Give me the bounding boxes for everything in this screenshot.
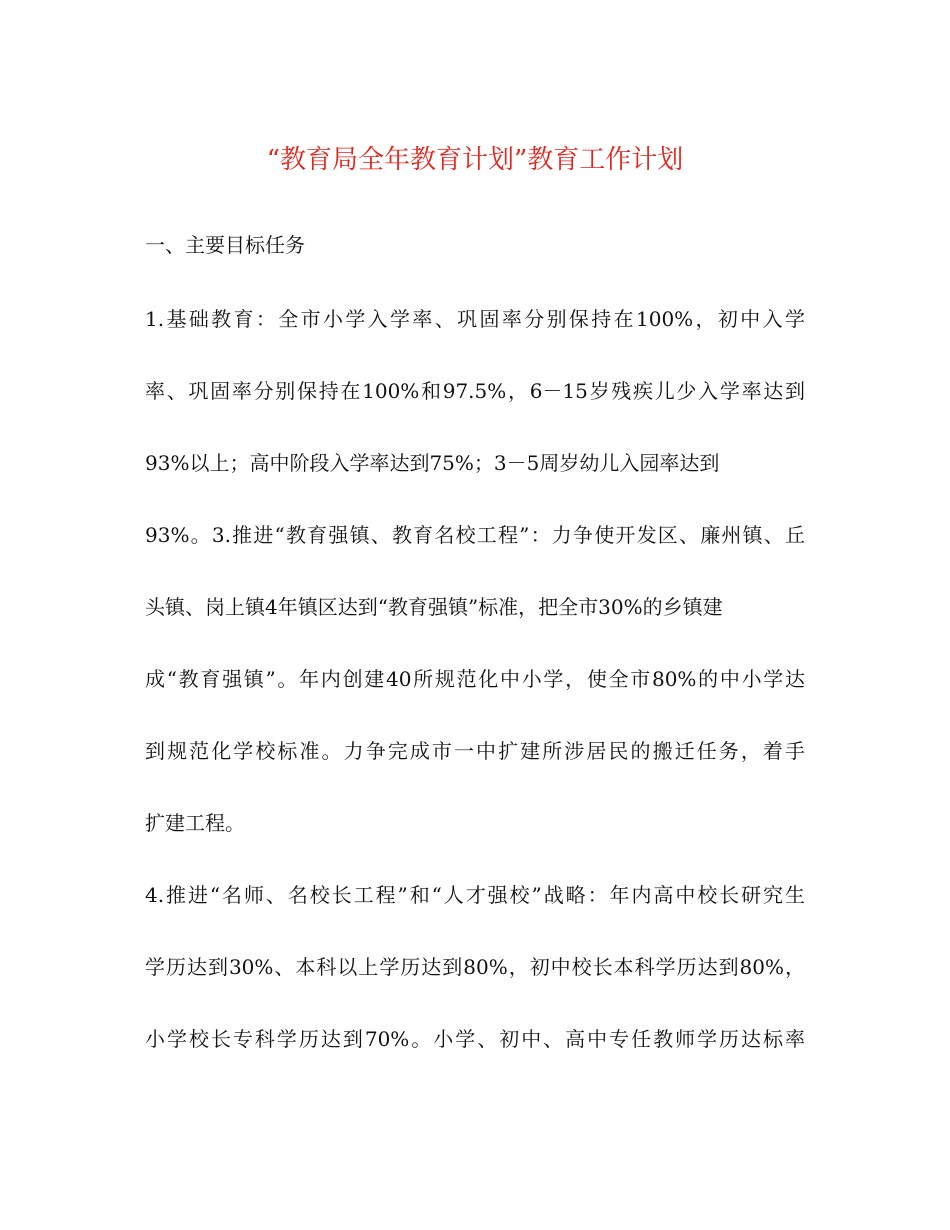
body-line: 到规范化学校标准。力争完成市一中扩建所涉居民的搬迁任务，着手	[145, 739, 805, 763]
body-line: 学历达到30%、本科以上学历达到80%，初中校长本科学历达到80%，	[145, 955, 805, 979]
section-heading: 一、主要目标任务	[145, 233, 305, 257]
document-title: “教育局全年教育计划”教育工作计划	[266, 145, 684, 175]
body-line: 93%以上；高中阶段入学率达到75%；3－5周岁幼儿入园率达到	[145, 451, 720, 475]
body-line: 率、巩固率分别保持在100%和97.5%，6－15岁残疾儿少入学率达到	[145, 379, 805, 403]
body-line: 扩建工程。	[145, 811, 245, 835]
body-line: 1.基础教育：全市小学入学率、巩固率分别保持在100%，初中入学	[145, 307, 805, 331]
body-line: 93%。3.推进“教育强镇、教育名校工程”：力争使开发区、廉州镇、丘	[145, 523, 805, 547]
body-line: 头镇、岗上镇4年镇区达到“教育强镇”标准，把全市30%的乡镇建	[145, 595, 723, 619]
body-line: 成“教育强镇”。年内创建40所规范化中小学，使全市80%的中小学达	[145, 667, 805, 691]
body-line: 小学校长专科学历达到70%。小学、初中、高中专任教师学历达标率	[145, 1027, 805, 1051]
body-line: 4.推进“名师、名校长工程”和“人才强校”战略：年内高中校长研究生	[145, 883, 805, 907]
